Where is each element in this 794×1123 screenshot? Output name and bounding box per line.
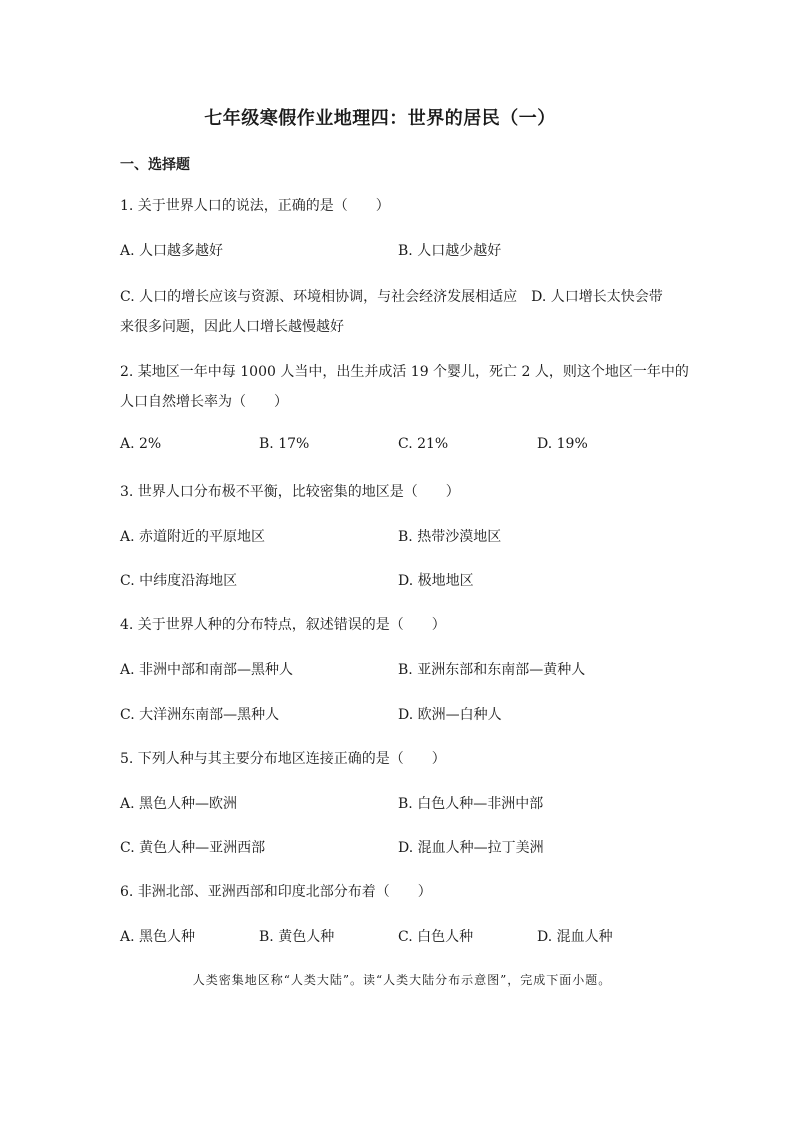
question-5-option-b: B. 白色人种—非洲中部 [398, 796, 544, 812]
question-4-option-c: C. 大洋洲东南部—黑种人 [120, 707, 280, 723]
section-heading: 一、选择题 [120, 157, 190, 173]
question-3-option-c: C. 中纬度沿海地区 [120, 573, 238, 589]
question-3-option-a: A. 赤道附近的平原地区 [120, 529, 266, 545]
question-2-option-b: B. 17% [259, 436, 310, 452]
question-2-stem-line-1: 2. 某地区一年中每 1000 人当中，出生并成活 19 个婴儿，死亡 2 人，则这个地区一年中的 [120, 364, 689, 380]
question-6-option-d: D. 混血人种 [537, 929, 613, 945]
question-2-option-d: D. 19% [537, 436, 588, 452]
question-3-stem: 3. 世界人口分布极不平衡，比较密集的地区是（ ） [120, 484, 460, 500]
question-6-option-b: B. 黄色人种 [259, 929, 335, 945]
question-5-option-a: A. 黑色人种—欧洲 [120, 796, 238, 812]
question-4-option-d: D. 欧洲—白种人 [398, 707, 502, 723]
question-3-option-b: B. 热带沙漠地区 [398, 529, 502, 545]
question-1-option-d-cont: 来很多问题，因此人口增长越慢越好 [120, 319, 344, 335]
question-3-option-d: D. 极地地区 [398, 573, 474, 589]
question-4-stem: 4. 关于世界人种的分布特点，叙述错误的是（ ） [120, 617, 446, 633]
question-2-option-a: A. 2% [120, 436, 162, 452]
question-4-option-b: B. 亚洲东部和东南部—黄种人 [398, 662, 586, 678]
question-6-stem: 6. 非洲北部、亚洲西部和印度北部分布着（ ） [120, 884, 432, 900]
question-1-stem: 1. 关于世界人口的说法，正确的是（ ） [120, 198, 390, 214]
question-1-option-b: B. 人口越少越好 [398, 243, 502, 259]
page-title: 七年级寒假作业地理四：世界的居民（一） [204, 108, 556, 129]
question-1-option-c-d: C. 人口的增长应该与资源、环境相协调，与社会经济发展相适应 D. 人口增长太快会带 [120, 289, 663, 305]
question-1-option-a: A. 人口越多越好 [120, 243, 224, 259]
question-5-option-c: C. 黄色人种—亚洲西部 [120, 840, 266, 856]
question-4-option-a: A. 非洲中部和南部—黑种人 [120, 662, 294, 678]
reading-note: 人类密集地区称“人类大陆”。读“人类大陆分布示意图”，完成下面小题。 [192, 973, 612, 987]
question-2-option-c: C. 21% [398, 436, 449, 452]
question-5-stem: 5. 下列人种与其主要分布地区连接正确的是（ ） [120, 751, 446, 767]
question-2-stem-line-2: 人口自然增长率为（ ） [120, 394, 288, 410]
question-5-option-d: D. 混血人种—拉丁美洲 [398, 840, 544, 856]
question-6-option-a: A. 黑色人种 [120, 929, 196, 945]
question-6-option-c: C. 白色人种 [398, 929, 474, 945]
